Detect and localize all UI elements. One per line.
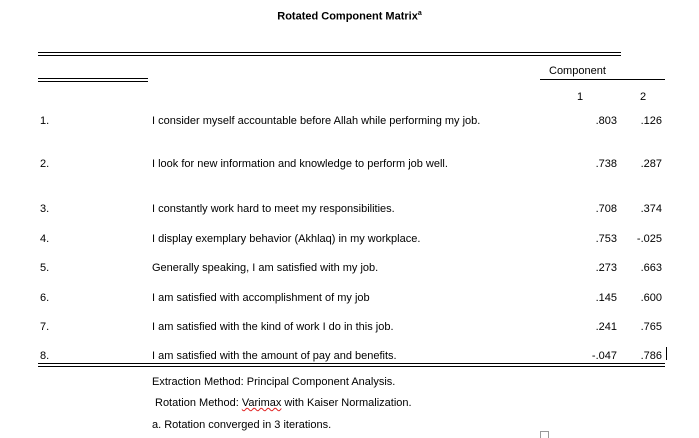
- rotation-suffix: with Kaiser Normalization.: [281, 397, 412, 409]
- row-c2: .765: [640, 321, 662, 333]
- row-item: I consider myself accountable before Allah while performing my job.: [152, 115, 481, 127]
- rotation-prefix: Rotation Method:: [155, 397, 242, 409]
- row-c1: .241: [595, 321, 617, 333]
- row-item: Generally speaking, I am satisfied with my job.: [152, 262, 379, 274]
- row-index: 1.: [40, 115, 50, 127]
- title-superscript: a: [417, 10, 422, 17]
- row-c1: -.047: [591, 350, 617, 362]
- row-c1: .708: [595, 203, 617, 215]
- top-rule-2: [38, 55, 621, 56]
- row-item: I constantly work hard to meet my responsibilities.: [152, 203, 395, 215]
- column-label-1: 1: [577, 91, 584, 103]
- row-index: 3.: [40, 203, 50, 215]
- component-header: Component: [549, 65, 606, 77]
- table-title-text: Rotated Component Matrix: [277, 10, 418, 23]
- row-c1: .753: [595, 233, 617, 245]
- text-cursor: [666, 347, 667, 360]
- bottom-rule-2: [38, 366, 665, 367]
- row-c1: .273: [595, 262, 617, 274]
- row-item: I look for new information and knowledge to perform job well.: [152, 158, 448, 170]
- stub-header-rule-2: [38, 81, 148, 82]
- row-c1: .738: [595, 158, 617, 170]
- row-item: I am satisfied with accomplishment of my job: [152, 292, 370, 304]
- row-item: I am satisfied with the amount of pay and benefits.: [152, 350, 397, 362]
- row-c2: .663: [640, 262, 662, 274]
- stub-header-rule-1: [38, 78, 148, 79]
- row-c2: -.025: [636, 233, 662, 245]
- footnote-rotation: [155, 397, 412, 409]
- row-item: I am satisfied with the kind of work I do in this job.: [152, 321, 394, 333]
- column-label-2: 2: [640, 91, 647, 103]
- top-rule-1: [38, 52, 621, 53]
- component-header-rule: [540, 79, 665, 80]
- footnote-a: a. Rotation converged in 3 iterations.: [152, 419, 332, 431]
- row-c1: .803: [595, 115, 617, 127]
- varimax-word: Varimax: [241, 397, 282, 409]
- row-index: 6.: [40, 292, 50, 304]
- footnote-extraction: Extraction Method: Principal Component Analysis.: [152, 376, 396, 388]
- table-title: [0, 10, 699, 23]
- bottom-rule-1: [38, 363, 665, 364]
- row-index: 8.: [40, 350, 50, 362]
- row-index: 5.: [40, 262, 50, 274]
- row-item: I display exemplary behavior (Akhlaq) in my workplace.: [152, 233, 421, 245]
- row-c2: .287: [640, 158, 662, 170]
- row-index: 2.: [40, 158, 50, 170]
- row-index: 7.: [40, 321, 50, 333]
- row-c2: .786: [640, 350, 662, 362]
- row-index: 4.: [40, 233, 50, 245]
- row-c2: .374: [640, 203, 662, 215]
- row-c2: .126: [640, 115, 662, 127]
- row-c1: .145: [595, 292, 617, 304]
- row-c2: .600: [640, 292, 662, 304]
